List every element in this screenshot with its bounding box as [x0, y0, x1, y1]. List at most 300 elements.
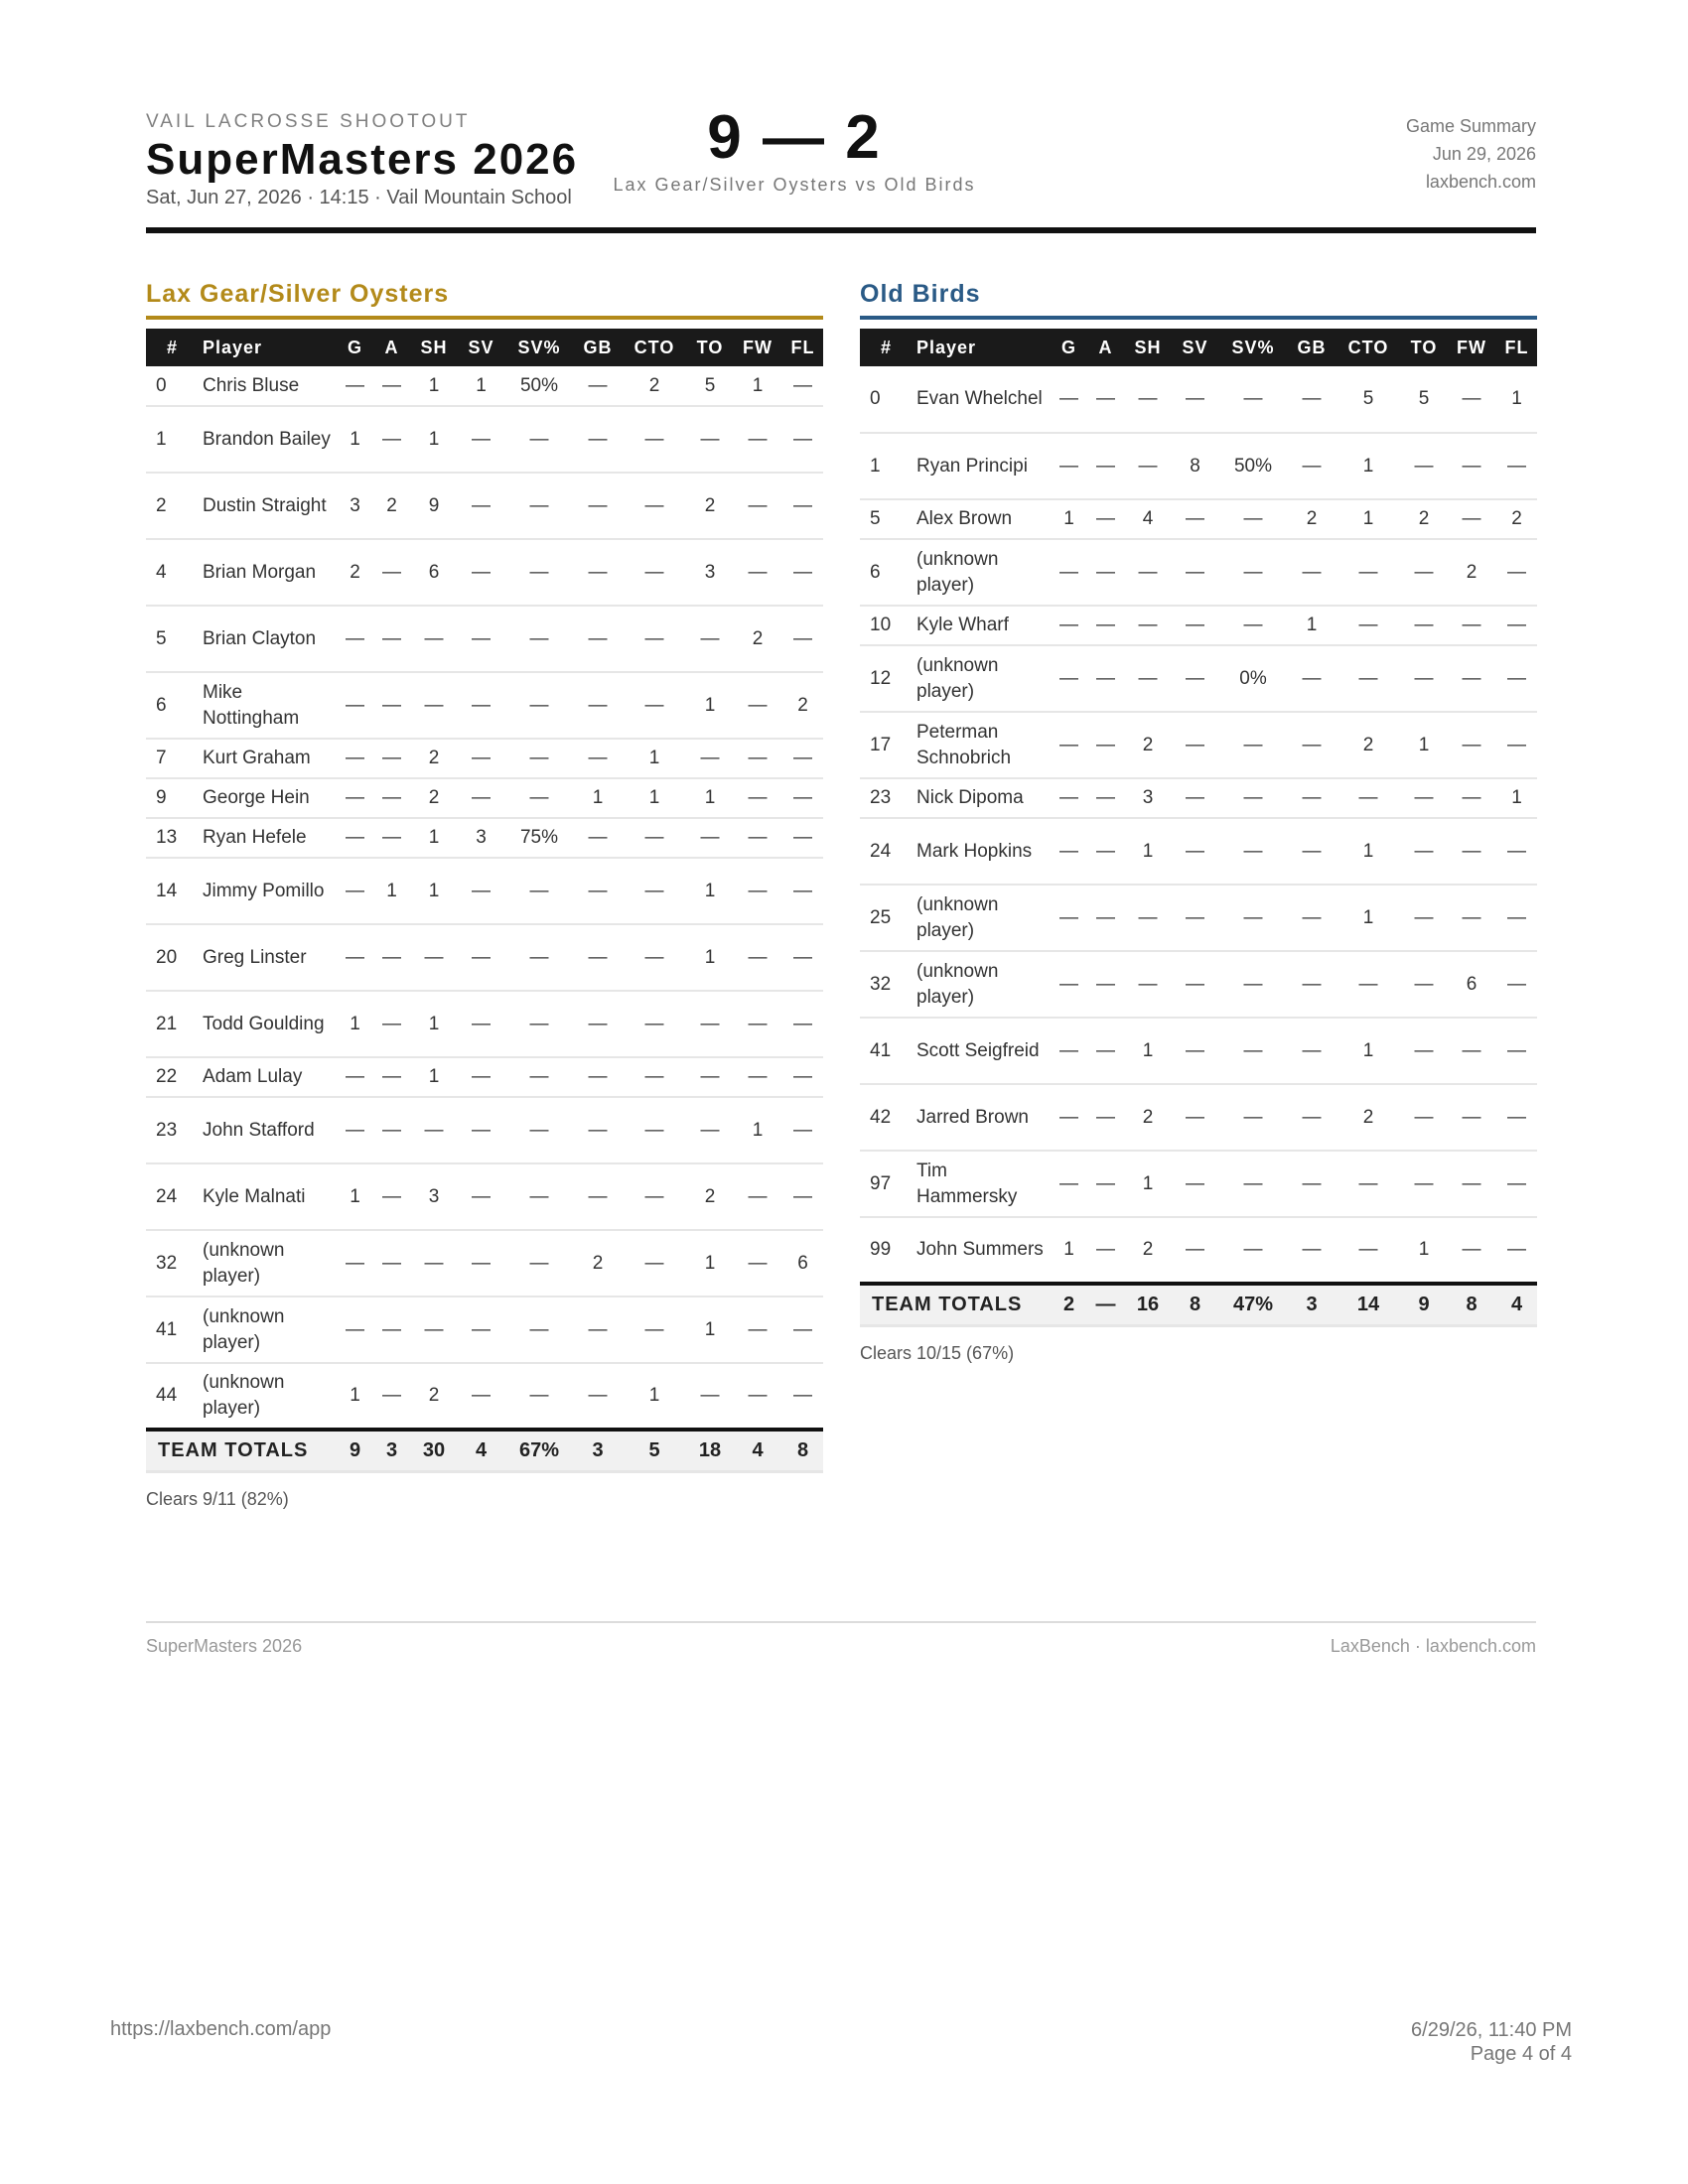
stat-a: — — [373, 1057, 410, 1097]
stat-cto: 1 — [1336, 1018, 1401, 1084]
stat-g: — — [337, 1097, 373, 1163]
stat-to: 1 — [1401, 712, 1447, 778]
player-row — [860, 1217, 1537, 1284]
jersey-number: 25 — [860, 885, 913, 951]
stat-sh: 1 — [1124, 1151, 1172, 1217]
player-name: Ryan Hefele — [199, 818, 337, 858]
stat-fl: 2 — [1496, 499, 1537, 539]
stat-g: — — [337, 1230, 373, 1297]
stat-sv: — — [458, 1363, 504, 1430]
stat-cto: 1 — [1336, 499, 1401, 539]
player-name: George Hein — [199, 778, 337, 818]
stat-fl: 1 — [1496, 366, 1537, 433]
team-section-home — [146, 280, 823, 1510]
stat-g: — — [1051, 885, 1087, 951]
stat-fl: 2 — [782, 672, 823, 739]
stat-gb: — — [574, 858, 622, 924]
column-header: SV% — [504, 329, 574, 366]
stat-fl: — — [782, 606, 823, 672]
stat-fw: — — [1447, 818, 1496, 885]
player-name: Alex Brown — [913, 499, 1051, 539]
jersey-number: 99 — [860, 1217, 913, 1284]
stat-fw: — — [1447, 499, 1496, 539]
stat-sv: — — [458, 539, 504, 606]
stat-fl: — — [1496, 712, 1537, 778]
player-name: Ryan Principi — [913, 433, 1051, 499]
stat-a: — — [373, 1097, 410, 1163]
stat-sv-pct: — — [1218, 1217, 1288, 1284]
summary-header — [146, 103, 1536, 233]
jersey-number: 24 — [146, 1163, 199, 1230]
total-fl: 4 — [1496, 1284, 1537, 1325]
column-header: TO — [687, 329, 733, 366]
column-header: SV% — [1218, 329, 1288, 366]
stat-cto: 2 — [1336, 712, 1401, 778]
player-row — [146, 739, 823, 778]
stat-to: — — [687, 1363, 733, 1430]
stat-sv: — — [458, 406, 504, 473]
player-row — [146, 924, 823, 991]
stat-fw: — — [1447, 712, 1496, 778]
stat-sh: 4 — [1124, 499, 1172, 539]
stat-fl: — — [1496, 951, 1537, 1018]
jersey-number: 14 — [146, 858, 199, 924]
stat-cto: — — [622, 606, 687, 672]
stat-sv-pct: — — [1218, 951, 1288, 1018]
stat-fl: — — [782, 473, 823, 539]
jersey-number: 0 — [860, 366, 913, 433]
player-row — [146, 366, 823, 406]
stat-sh: 1 — [410, 858, 458, 924]
stat-to: 1 — [1401, 1217, 1447, 1284]
stat-sv: 1 — [458, 366, 504, 406]
stat-sv-pct: — — [504, 1163, 574, 1230]
stat-fw: — — [733, 924, 782, 991]
stat-g: — — [1051, 1151, 1087, 1217]
column-header: GB — [1288, 329, 1336, 366]
player-row — [146, 473, 823, 539]
column-header: # — [146, 329, 199, 366]
jersey-number: 4 — [146, 539, 199, 606]
stat-sv-pct: — — [504, 406, 574, 473]
table-header-row — [146, 329, 823, 366]
jersey-number: 41 — [860, 1018, 913, 1084]
player-row — [146, 991, 823, 1057]
player-name: Kyle Wharf — [913, 606, 1051, 645]
stat-sv: — — [1172, 539, 1218, 606]
team-totals-row — [146, 1430, 823, 1471]
column-header: FW — [733, 329, 782, 366]
stat-sh: 1 — [410, 818, 458, 858]
stat-g: — — [1051, 606, 1087, 645]
stat-gb: — — [574, 473, 622, 539]
stat-a: — — [1087, 645, 1124, 712]
stat-a: — — [373, 1230, 410, 1297]
stat-fl: — — [782, 1363, 823, 1430]
stat-sh: — — [410, 672, 458, 739]
stat-cto: 1 — [1336, 818, 1401, 885]
page-number: Page 4 of 4 — [1470, 2043, 1572, 2065]
stat-a: — — [373, 991, 410, 1057]
stat-cto: — — [1336, 539, 1401, 606]
stat-g: — — [337, 858, 373, 924]
player-name: Evan Whelchel — [913, 366, 1051, 433]
stat-sh: — — [1124, 539, 1172, 606]
stat-fl: — — [1496, 433, 1537, 499]
stat-fw: — — [733, 991, 782, 1057]
stat-sv: — — [1172, 606, 1218, 645]
player-name: (unknown player) — [199, 1297, 337, 1363]
stat-to: — — [1401, 778, 1447, 818]
stat-fl: — — [782, 1163, 823, 1230]
stat-a: — — [1087, 433, 1124, 499]
stat-fw: — — [1447, 778, 1496, 818]
stat-to: — — [1401, 818, 1447, 885]
stat-to: 5 — [687, 366, 733, 406]
stat-sh: — — [1124, 885, 1172, 951]
stat-sv-pct: — — [1218, 499, 1288, 539]
total-sh: 30 — [410, 1430, 458, 1471]
player-name: Mark Hopkins — [913, 818, 1051, 885]
stat-gb: — — [1288, 433, 1336, 499]
stat-sv: — — [458, 473, 504, 539]
stat-cto: 2 — [1336, 1084, 1401, 1151]
stat-cto: — — [622, 473, 687, 539]
stat-g: 1 — [337, 1363, 373, 1430]
stat-to: — — [687, 739, 733, 778]
stat-sv: 3 — [458, 818, 504, 858]
stat-cto: — — [622, 1163, 687, 1230]
page-title: SuperMasters 2026 — [146, 135, 579, 184]
stat-a: — — [1087, 885, 1124, 951]
print-url: https://laxbench.com/app — [110, 2018, 332, 2040]
player-name: John Stafford — [199, 1097, 337, 1163]
stat-g: — — [1051, 712, 1087, 778]
stat-gb: — — [1288, 1151, 1336, 1217]
stat-to: — — [1401, 885, 1447, 951]
jersey-number: 1 — [146, 406, 199, 473]
player-row — [146, 818, 823, 858]
stat-g: 1 — [1051, 1217, 1087, 1284]
stat-g: — — [1051, 1084, 1087, 1151]
stat-cto: — — [622, 1230, 687, 1297]
stat-cto: — — [1336, 1151, 1401, 1217]
stat-fl: — — [1496, 885, 1537, 951]
stat-fw: 1 — [733, 1097, 782, 1163]
stat-g: — — [337, 606, 373, 672]
stat-fw: — — [733, 539, 782, 606]
stat-fw: — — [733, 1057, 782, 1097]
player-row — [860, 499, 1537, 539]
stat-a: — — [373, 606, 410, 672]
stat-gb: — — [574, 366, 622, 406]
stat-fl: — — [782, 818, 823, 858]
player-name: John Summers — [913, 1217, 1051, 1284]
stat-sv: — — [458, 1230, 504, 1297]
stat-sv: — — [1172, 1151, 1218, 1217]
player-row — [146, 778, 823, 818]
total-g: 2 — [1051, 1284, 1087, 1325]
total-to: 18 — [687, 1430, 733, 1471]
stat-to: — — [687, 818, 733, 858]
jersey-number: 97 — [860, 1151, 913, 1217]
player-name: Jimmy Pomillo — [199, 858, 337, 924]
stat-to: — — [1401, 539, 1447, 606]
jersey-number: 7 — [146, 739, 199, 778]
stat-fl: — — [782, 539, 823, 606]
stat-gb: — — [574, 1297, 622, 1363]
stat-fl: — — [1496, 1084, 1537, 1151]
team-section-away — [860, 280, 1537, 1364]
stat-a: — — [373, 406, 410, 473]
matchup: Lax Gear/Silver Oysters vs Old Birds — [613, 175, 976, 195]
stat-cto: — — [622, 818, 687, 858]
stat-sv-pct: — — [504, 739, 574, 778]
player-row — [860, 885, 1537, 951]
column-header: # — [860, 329, 913, 366]
stat-cto: — — [1336, 606, 1401, 645]
column-header: FL — [1496, 329, 1537, 366]
stat-sh: — — [1124, 645, 1172, 712]
player-row — [860, 606, 1537, 645]
jersey-number: 32 — [146, 1230, 199, 1297]
stat-sv: — — [1172, 778, 1218, 818]
stat-to: 2 — [687, 1163, 733, 1230]
stat-g: — — [1051, 818, 1087, 885]
team-name: Lax Gear/Silver Oysters — [146, 280, 450, 308]
stat-fl: — — [1496, 1018, 1537, 1084]
stat-sv-pct: — — [504, 1297, 574, 1363]
column-header: SV — [1172, 329, 1218, 366]
stat-g: — — [337, 672, 373, 739]
stat-sv-pct: 75% — [504, 818, 574, 858]
stat-fl: — — [782, 1057, 823, 1097]
stat-fl: — — [782, 778, 823, 818]
stat-sh: 2 — [410, 778, 458, 818]
stat-sv-pct: — — [1218, 712, 1288, 778]
stat-a: — — [373, 672, 410, 739]
stat-a: — — [1087, 606, 1124, 645]
stat-fw: — — [1447, 1151, 1496, 1217]
jersey-number: 12 — [860, 645, 913, 712]
stat-sh: 2 — [1124, 1217, 1172, 1284]
stat-g: — — [337, 366, 373, 406]
stat-sh: 1 — [410, 366, 458, 406]
stat-fl: — — [782, 739, 823, 778]
stat-a: — — [373, 1297, 410, 1363]
jersey-number: 22 — [146, 1057, 199, 1097]
player-name: Chris Bluse — [199, 366, 337, 406]
total-a: — — [1087, 1284, 1124, 1325]
stat-sv: — — [1172, 951, 1218, 1018]
stat-sv-pct: — — [1218, 366, 1288, 433]
player-row — [860, 1084, 1537, 1151]
stat-to: — — [1401, 1084, 1447, 1151]
stat-g: — — [1051, 1018, 1087, 1084]
stat-fw: — — [1447, 1217, 1496, 1284]
print-info — [1411, 2018, 1572, 2066]
stat-sh: — — [1124, 366, 1172, 433]
stat-cto: — — [622, 858, 687, 924]
stat-sv-pct: — — [504, 1230, 574, 1297]
stat-sh: 1 — [1124, 1018, 1172, 1084]
stat-fl: — — [782, 1297, 823, 1363]
stat-sh: 9 — [410, 473, 458, 539]
stat-gb: — — [574, 672, 622, 739]
player-name: (unknown player) — [913, 951, 1051, 1018]
stat-to: 3 — [687, 539, 733, 606]
stat-a: — — [373, 1163, 410, 1230]
stat-gb: — — [1288, 951, 1336, 1018]
stat-sh: 1 — [410, 1057, 458, 1097]
player-name: Kurt Graham — [199, 739, 337, 778]
player-row — [146, 858, 823, 924]
stat-cto: 5 — [1336, 366, 1401, 433]
player-name: Mike Nottingham — [199, 672, 337, 739]
player-row — [146, 1297, 823, 1363]
stat-gb: 1 — [1288, 606, 1336, 645]
jersey-number: 6 — [860, 539, 913, 606]
stat-gb: — — [574, 1057, 622, 1097]
header-divider — [146, 227, 1536, 233]
stat-to: 1 — [687, 924, 733, 991]
column-header: CTO — [622, 329, 687, 366]
stat-sv: — — [1172, 818, 1218, 885]
stat-sv-pct: — — [1218, 818, 1288, 885]
column-header: FW — [1447, 329, 1496, 366]
stat-cto: — — [622, 406, 687, 473]
stat-to: 1 — [687, 672, 733, 739]
stat-sv-pct: — — [1218, 1084, 1288, 1151]
column-header: Player — [913, 329, 1051, 366]
stat-sv: — — [1172, 645, 1218, 712]
total-sv-pct: 47% — [1218, 1284, 1288, 1325]
column-header: SH — [1124, 329, 1172, 366]
stat-gb: — — [1288, 778, 1336, 818]
player-name: Nick Dipoma — [913, 778, 1051, 818]
stat-sv: — — [458, 606, 504, 672]
player-row — [860, 951, 1537, 1018]
player-row — [146, 406, 823, 473]
stat-sv: — — [458, 778, 504, 818]
player-name: Dustin Straight — [199, 473, 337, 539]
stat-g: 2 — [337, 539, 373, 606]
player-name: Brian Clayton — [199, 606, 337, 672]
stat-sv-pct: 0% — [1218, 645, 1288, 712]
stat-gb: — — [574, 924, 622, 991]
jersey-number: 41 — [146, 1297, 199, 1363]
column-header: GB — [574, 329, 622, 366]
stat-sv: — — [458, 858, 504, 924]
stat-sh: — — [1124, 606, 1172, 645]
totals-label: TEAM TOTALS — [146, 1430, 337, 1471]
player-row — [860, 539, 1537, 606]
stat-gb: — — [574, 739, 622, 778]
stat-gb: — — [1288, 539, 1336, 606]
player-row — [146, 1057, 823, 1097]
stat-fl: — — [1496, 1217, 1537, 1284]
total-cto: 5 — [622, 1430, 687, 1471]
stat-to: — — [1401, 645, 1447, 712]
site-name: laxbench.com — [1425, 172, 1536, 192]
stat-sh: 2 — [410, 739, 458, 778]
player-row — [860, 645, 1537, 712]
total-fl: 8 — [782, 1430, 823, 1471]
stat-to: — — [1401, 1151, 1447, 1217]
team-underline — [146, 316, 823, 320]
stat-sv-pct: 50% — [504, 366, 574, 406]
player-row — [860, 1018, 1537, 1084]
stat-gb: — — [1288, 1084, 1336, 1151]
stat-cto: — — [622, 539, 687, 606]
jersey-number: 6 — [146, 672, 199, 739]
stat-sh: 3 — [410, 1163, 458, 1230]
stat-cto: 1 — [1336, 433, 1401, 499]
total-fw: 8 — [1447, 1284, 1496, 1325]
stat-sv: — — [458, 672, 504, 739]
stat-to: 1 — [687, 1297, 733, 1363]
stat-gb: — — [574, 1363, 622, 1430]
player-name: Scott Seigfreid — [913, 1018, 1051, 1084]
clears-stat: Clears 9/11 (82%) — [146, 1488, 289, 1509]
footer-brand: LaxBench · laxbench.com — [1330, 1636, 1536, 1656]
stat-sv-pct: — — [504, 1363, 574, 1430]
stat-a: — — [1087, 1018, 1124, 1084]
total-sv: 8 — [1172, 1284, 1218, 1325]
jersey-number: 21 — [146, 991, 199, 1057]
team-totals-row — [860, 1284, 1537, 1325]
player-name: (unknown player) — [199, 1230, 337, 1297]
stat-a: — — [373, 366, 410, 406]
column-header: A — [373, 329, 410, 366]
player-name: (unknown player) — [913, 885, 1051, 951]
stat-sh: — — [410, 606, 458, 672]
stat-gb: — — [1288, 1018, 1336, 1084]
stat-sh: — — [1124, 951, 1172, 1018]
player-name: Brian Morgan — [199, 539, 337, 606]
footer-divider — [146, 1621, 1536, 1623]
stat-cto: — — [622, 1057, 687, 1097]
stat-a: — — [1087, 366, 1124, 433]
jersey-number: 17 — [860, 712, 913, 778]
stat-fl: — — [1496, 1151, 1537, 1217]
stat-g: — — [337, 1297, 373, 1363]
player-name: (unknown player) — [913, 539, 1051, 606]
stat-a: — — [1087, 778, 1124, 818]
jersey-number: 5 — [860, 499, 913, 539]
column-header: G — [1051, 329, 1087, 366]
jersey-number: 44 — [146, 1363, 199, 1430]
stat-sv: — — [458, 1163, 504, 1230]
event-name: VAIL LACROSSE SHOOTOUT — [146, 111, 471, 132]
stat-to: 1 — [687, 1230, 733, 1297]
stat-sv: 8 — [1172, 433, 1218, 499]
stat-fw: — — [733, 818, 782, 858]
stat-cto: — — [622, 924, 687, 991]
totals-label: TEAM TOTALS — [860, 1284, 1051, 1325]
stat-cto: 1 — [622, 778, 687, 818]
total-a: 3 — [373, 1430, 410, 1471]
stat-sh: 1 — [410, 406, 458, 473]
column-header: CTO — [1336, 329, 1401, 366]
player-name: Todd Goulding — [199, 991, 337, 1057]
total-sv-pct: 67% — [504, 1430, 574, 1471]
total-sv: 4 — [458, 1430, 504, 1471]
stat-gb: — — [574, 1163, 622, 1230]
player-row — [146, 1163, 823, 1230]
stat-fw: — — [1447, 885, 1496, 951]
stat-fw: — — [733, 1163, 782, 1230]
